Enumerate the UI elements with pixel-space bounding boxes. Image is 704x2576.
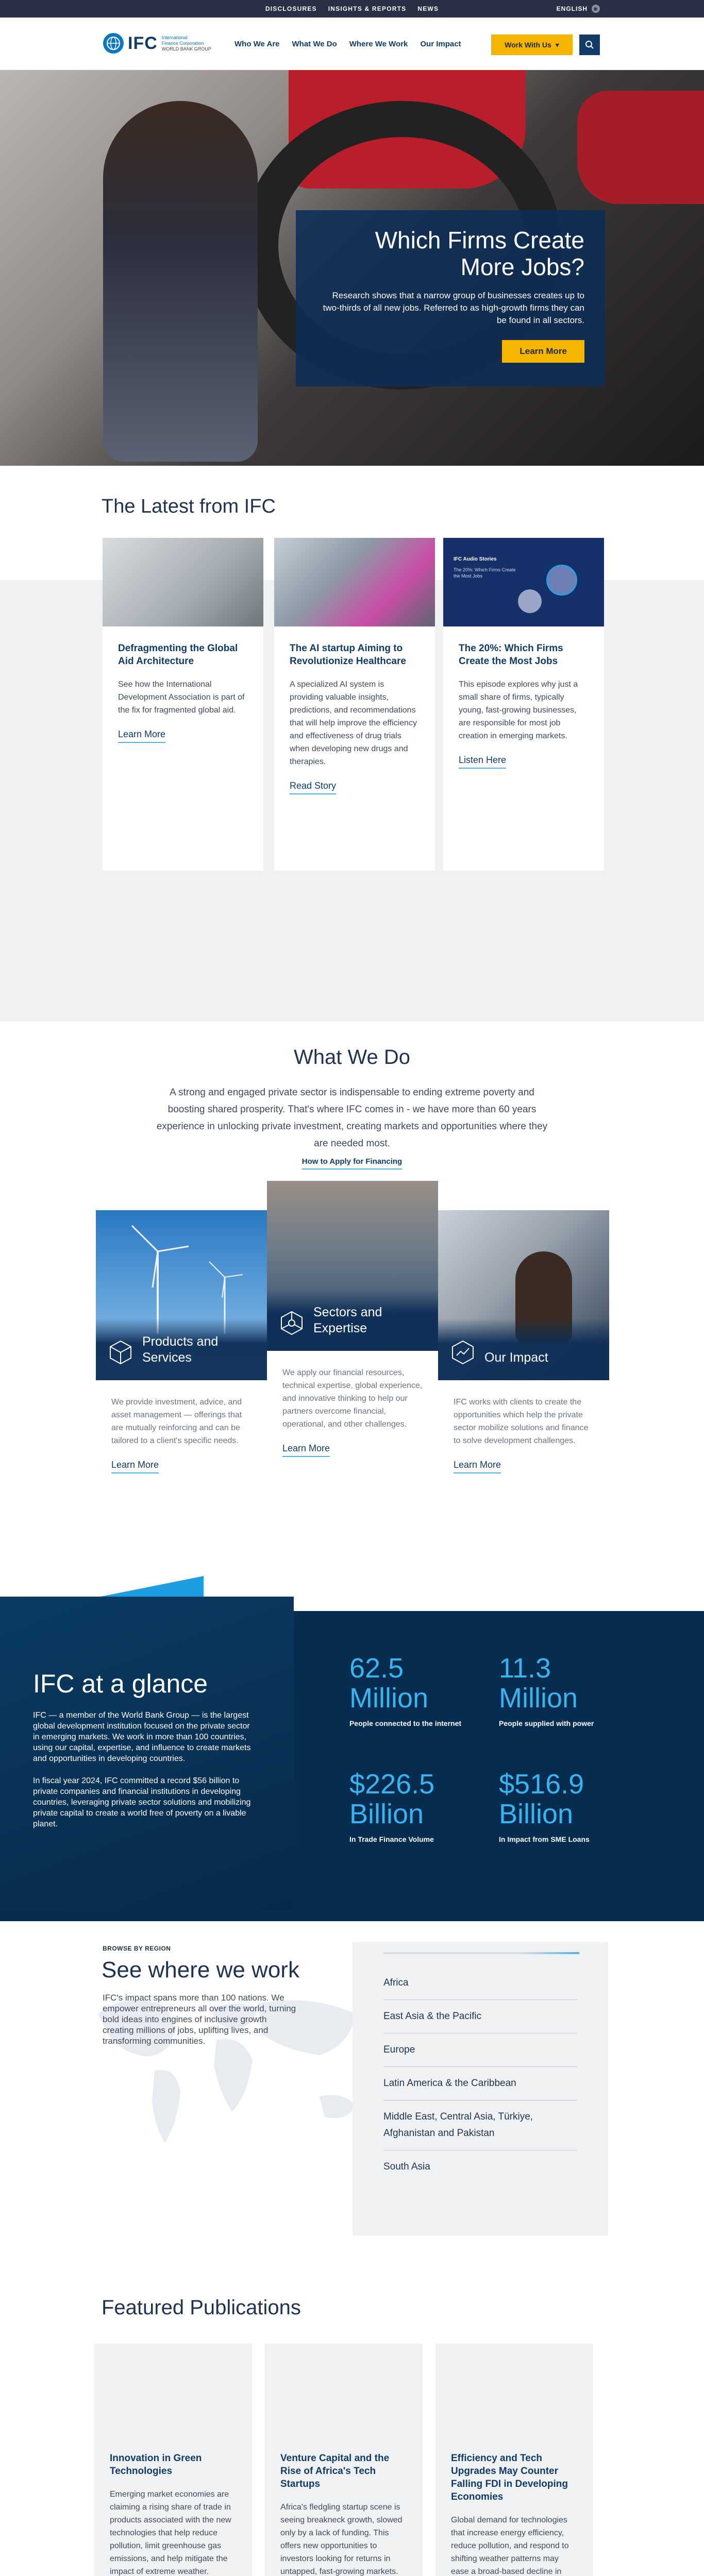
decorative-accent (100, 1576, 204, 1597)
pillar-label (96, 1318, 267, 1380)
main-nav (234, 18, 461, 70)
glance-section (0, 1576, 704, 1921)
publication-title: Venture Capital and the Rise of Africa's Tech Startups (280, 2453, 390, 2489)
glance-paragraph-1: IFC — a member of the World Bank Group — is the largest global development institution focused on the private sector in emerging markets. We work in more than 100 countries, using our capital, expertise, and influence to create markets and opportunities in developing countries. (33, 1711, 251, 1763)
where-eyebrow: BROWSE BY REGION (103, 1945, 171, 1952)
pillar-label (267, 1289, 438, 1351)
where-body: IFC's impact spans more than 100 nations. We empower entrepreneurs all over the world, turning bold ideas into engines of inclusive growth creating millions of jobs, uplifting lives, and transforming communities. (103, 1993, 296, 2046)
glance-heading: IFC at a glance (33, 1669, 208, 1698)
card-link[interactable]: Learn More (118, 729, 165, 743)
pillar-text: IFC works with clients to create the opportunities which help the private sector mobilize solutions and finance to solve development challenges. (454, 1398, 589, 1445)
search-icon (585, 40, 594, 49)
where-heading: See where we work (102, 1957, 299, 1982)
stat-label: In Trade Finance Volume (349, 1835, 434, 1843)
card-body (274, 626, 435, 815)
card-body (103, 626, 263, 764)
publication-card[interactable] (265, 2344, 423, 2576)
pillar-link[interactable]: Learn More (282, 1443, 330, 1457)
pillar-image-wind-turbines (96, 1210, 267, 1380)
nav-where-we-work[interactable]: Where We Work (349, 39, 408, 48)
network-icon (278, 1310, 305, 1336)
audio-stories-tag: IFC Audio Stories (454, 556, 497, 562)
pillar-card[interactable] (96, 1210, 267, 1473)
what-we-do-section (0, 1021, 704, 1576)
avatar (546, 565, 577, 596)
apply-link-wrap (0, 1157, 704, 1166)
publication-title: Efficiency and Tech Upgrades May Counter Falling FDI in Developing Economies (451, 2453, 568, 2502)
nav-who-we-are[interactable]: Who We Are (234, 39, 280, 48)
pillar-text: We provide investment, advice, and asset management — offerings that are mutually reinforcing and can be tailored to a client's specific needs. (111, 1398, 242, 1445)
stat-block (349, 1653, 483, 1727)
utility-link-insights[interactable]: INSIGHTS & REPORTS (328, 5, 407, 12)
publications-heading: Featured Publications (102, 2296, 301, 2319)
language-label: ENGLISH (556, 5, 588, 12)
publication-title: Innovation in Green Technologies (110, 2453, 202, 2477)
work-with-us-label: Work With Us (505, 41, 551, 49)
card-image-lab (274, 538, 435, 626)
news-card[interactable] (103, 538, 263, 871)
news-card[interactable] (443, 538, 604, 871)
card-link[interactable]: Read Story (290, 781, 336, 794)
card-text: See how the International Development Association is part of the fix for fragmented global aid. (118, 680, 245, 715)
impact-icon (449, 1339, 476, 1366)
search-button[interactable] (579, 35, 600, 55)
where-section (0, 1921, 704, 2287)
region-link-europe[interactable]: Europe (383, 2033, 577, 2067)
pillar-title: Sectors and Expertise (313, 1305, 382, 1335)
publication-card[interactable] (435, 2344, 593, 2576)
utility-links (265, 0, 439, 18)
work-with-us-button[interactable] (491, 35, 573, 55)
publication-card[interactable] (94, 2344, 252, 2576)
stat-block (499, 1653, 633, 1727)
card-image-audio-stories (443, 538, 604, 626)
card-title: Defragmenting the Global Aid Architecture (118, 643, 238, 667)
pillar-link[interactable]: Learn More (454, 1460, 501, 1473)
globe-logo-icon (103, 33, 124, 54)
hero-banner (0, 70, 704, 466)
stat-block (499, 1769, 633, 1843)
card-link[interactable]: Listen Here (459, 755, 506, 769)
latest-heading: The Latest from IFC (102, 496, 276, 517)
publication-text: Emerging market economies are claiming a rising share of trade in products associated with the new technologies that help reduce pollution, limit greenhouse gas emissions, and help mitigate the impact of extreme weather. (110, 2490, 231, 2576)
hero-learn-more-button[interactable]: Learn More (502, 340, 584, 363)
utility-link-disclosures[interactable]: DISCLOSURES (265, 5, 317, 12)
stat-label: People supplied with power (499, 1719, 594, 1727)
card-text: This episode explores why just a small share of firms, typically young, fast-growing businesses, are responsible for most job creation in emerging markets. (459, 680, 578, 740)
card-body (443, 626, 604, 789)
logo-sub-line-3: WORLD BANK GROUP (161, 46, 211, 52)
pillar-link[interactable]: Learn More (111, 1460, 159, 1473)
region-link-south-asia[interactable]: South Asia (383, 2161, 430, 2172)
pillar-card[interactable] (438, 1210, 609, 1473)
hero-image-motorcycle-2 (577, 91, 704, 204)
logo-sub-line-1: International (161, 35, 188, 40)
news-card[interactable] (274, 538, 435, 871)
pillar-title: Our Impact (484, 1350, 548, 1365)
stat-label: In Impact from SME Loans (499, 1835, 590, 1843)
region-link-latin-america[interactable]: Latin America & the Caribbean (383, 2067, 577, 2100)
pillar-image-office (438, 1210, 609, 1380)
latest-section (0, 466, 704, 1021)
logo-wordmark: IFC (128, 33, 158, 53)
nav-what-we-do[interactable]: What We Do (292, 39, 337, 48)
hero-image-person (103, 101, 258, 462)
stat-value: 62.5 Million (349, 1653, 429, 1714)
card-title: The 20%: Which Firms Create the Most Jobs (459, 643, 563, 667)
region-link-africa[interactable]: Africa (383, 1967, 577, 2000)
publication-text: Global demand for technologies that increase energy efficiency, reduce pollution, and respond to shifting weather patterns may ease a broad-based decline in (451, 2516, 569, 2576)
utility-bar (0, 0, 704, 18)
pillar-card[interactable] (267, 1181, 438, 1457)
language-selector[interactable] (557, 0, 600, 18)
pillar-title: Products and Services (142, 1334, 219, 1365)
what-we-do-heading: What We Do (294, 1046, 410, 1069)
hero-callout (296, 210, 605, 386)
card-title: The AI startup Aiming to Revolutionize Healthcare (290, 643, 406, 667)
region-list (353, 1942, 608, 2235)
stat-value: $516.9 Billion (499, 1769, 584, 1829)
wind-turbine-graphic (116, 1221, 250, 1334)
hero-title: Which Firms Create More Jobs? (375, 227, 584, 280)
publication-text: Africa's fledgling startup scene is seeing breakneck growth, slowed only by a lack of funding. This offers new opportunities to investors looking for returns in untapped, fast-growing markets. (280, 2503, 403, 2576)
stat-value: $226.5 Billion (349, 1769, 435, 1829)
globe-icon: ◉ (592, 5, 600, 13)
glance-paragraph-2: In fiscal year 2024, IFC committed a record $56 billion to private companies and financial institutions in developing countries, leveraging private sector solutions and mobilizing private capital to create a world free of poverty on a livable planet. (33, 1776, 251, 1828)
audio-stories-caption: The 20%: Which Firms Create the Most Jobs (454, 567, 516, 579)
card-text: A specialized AI system is providing valuable insights, predictions, and recommendations that will help improve the efficiency and effectiveness of drug trials when developing new drugs and therapies. (290, 680, 417, 766)
region-link-east-asia-pacific[interactable]: East Asia & the Pacific (383, 2000, 577, 2033)
apply-for-financing-link[interactable] (302, 1157, 402, 1170)
pillar-label (438, 1318, 609, 1380)
what-we-do-intro: A strong and engaged private sector is indispensable to ending extreme poverty and boosting shared prosperity. That's where IFC comes in - we have more than 60 years experience in unlocking private investment, creating markets and opportunities where they are needed most. (156, 1087, 548, 1149)
card-image-meeting (103, 538, 263, 626)
chevron-down-icon: ▾ (555, 40, 559, 49)
hero-body: Research shows that a narrow group of businesses creates up to two-thirds of all new jobs. Referred to as high-growth firms they can be found in all sectors. (323, 291, 584, 325)
nav-our-impact[interactable]: Our Impact (420, 39, 461, 48)
avatar (518, 589, 542, 613)
region-link-middle-east[interactable]: Middle East, Central Asia, Türkiye, Afghanistan and Pakistan (383, 2100, 577, 2150)
apply-for-financing-label: How to Apply for Financing (302, 1157, 402, 1170)
ifc-logo[interactable] (103, 33, 224, 54)
stat-label: People connected to the internet (349, 1719, 462, 1727)
site-header (0, 18, 704, 70)
logo-subtitle (162, 35, 224, 52)
logo-sub-line-2: Finance Corporation (161, 40, 204, 46)
pillar-text: We apply our financial resources, technical expertise, global experience, and innovative thinking to help our partners overcome financial, operational, and other challenges. (282, 1368, 423, 1429)
stat-block (349, 1769, 483, 1843)
utility-link-news[interactable]: NEWS (417, 5, 439, 12)
cube-icon (107, 1339, 134, 1366)
glance-panel (0, 1597, 294, 1911)
stat-value: 11.3 Million (499, 1653, 578, 1714)
publications-section (0, 2287, 704, 2576)
divider (383, 1952, 579, 1954)
pillar-image-city (267, 1181, 438, 1351)
